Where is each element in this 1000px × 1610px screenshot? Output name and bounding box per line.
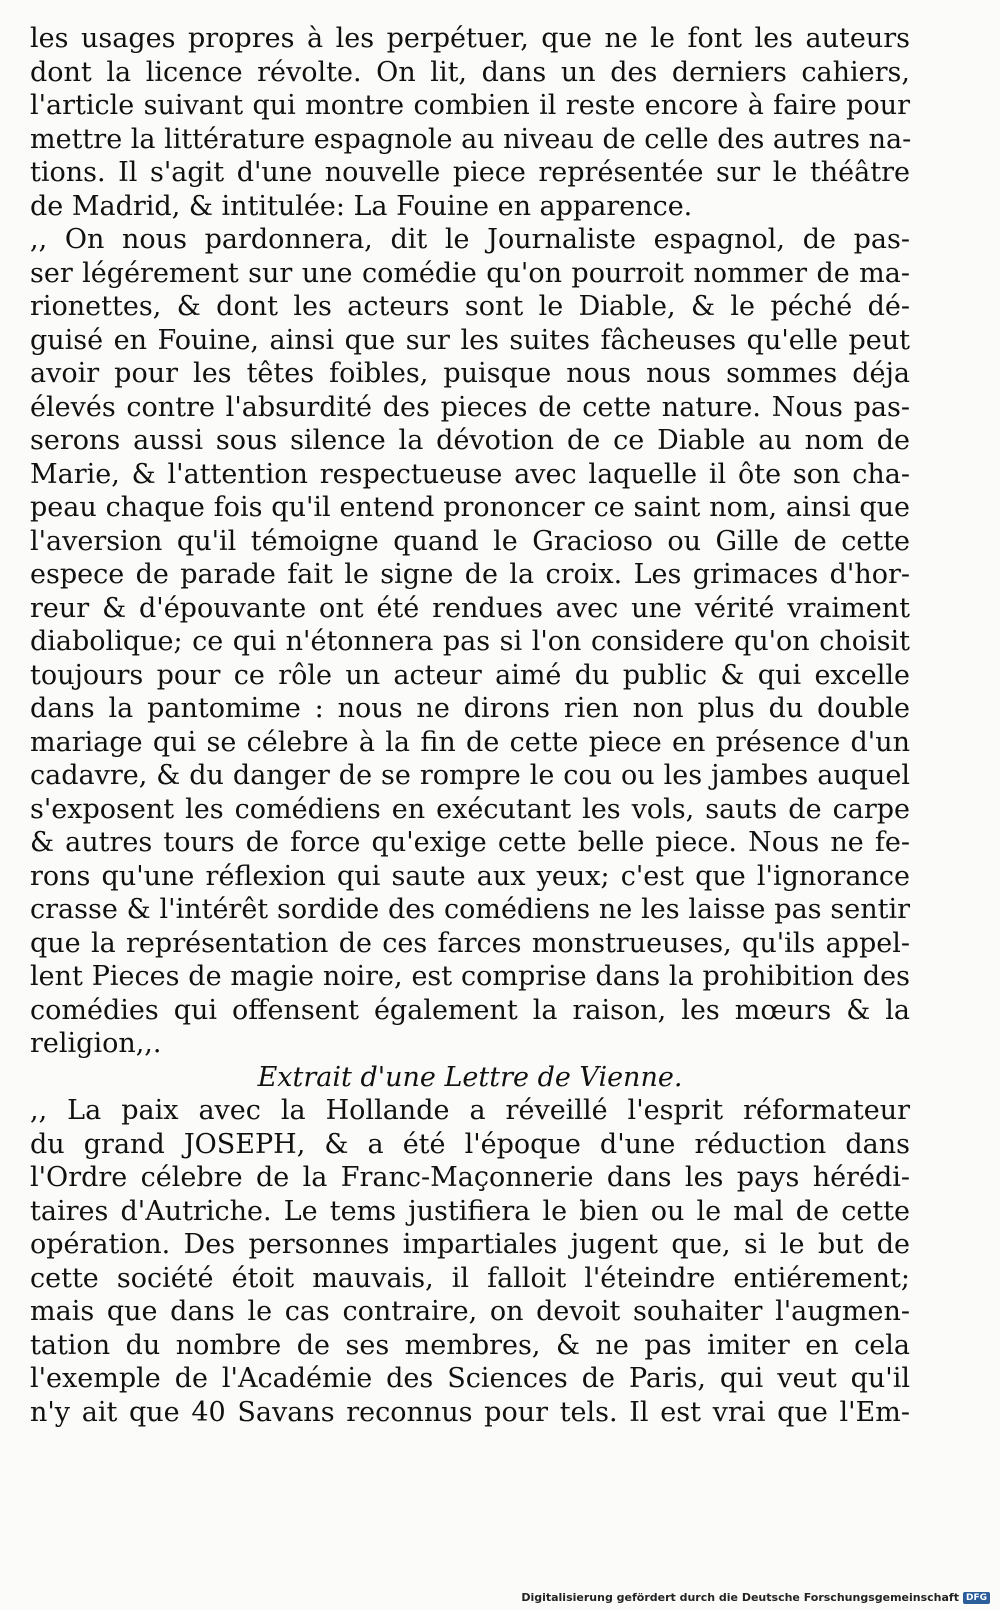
text-line: taires d'Autriche. Le tems justifiera le bien ou le mal de cette [30, 1195, 910, 1227]
body-text [30, 22, 910, 1429]
text-line: que la représentation de ces farces monstrueuses, qu'ils appel- [30, 927, 910, 959]
text-line: comédies qui offensent également la raison, les mœurs & la [30, 994, 910, 1026]
text-line: l'Ordre célebre de la Franc-Maçonnerie dans les pays hérédi- [30, 1162, 910, 1193]
text-line: reur & d'épouvante ont été rendues avec une vérité vraiment [30, 592, 910, 624]
text-line: avoir pour les têtes foibles, puisque nous nous sommes déja [30, 358, 910, 389]
text-line: Marie, & l'attention respectueuse avec laquelle il ôte son cha- [30, 458, 910, 490]
text-line: élevés contre l'absurdité des pieces de cette nature. Nous pas- [30, 391, 910, 423]
text-line: diabolique; ce qui n'étonnera pas si l'on considere qu'on choisit [30, 626, 910, 657]
text-line: l'article suivant qui montre combien il reste encore à faire pour [30, 90, 910, 121]
text-line: opération. Des personnes impartiales jugent que, si le but de [30, 1229, 910, 1260]
text-line: & autres tours de force qu'exige cette belle piece. Nous ne fe- [30, 827, 910, 858]
text-line: de Madrid, & intitulée: La Fouine en apparence. [30, 190, 693, 222]
section-heading: Extrait d'une Lettre de Vienne. [257, 1061, 683, 1093]
text-line: tions. Il s'agit d'une nouvelle piece représentée sur le théâtre [30, 157, 910, 188]
text-line: dont la licence révolte. On lit, dans un des derniers cahiers, [30, 56, 910, 88]
digitization-credit [521, 1591, 990, 1604]
text-line: les usages propres à les perpétuer, que ne le font les auteurs [30, 23, 910, 54]
text-line: mettre la littérature espagnole au niveau de celle des autres na- [30, 123, 912, 155]
credit-text: Digitalisierung gefördert durch die Deutsche Forschungsgemeinschaft [521, 1591, 959, 1604]
text-line: s'exposent les comédiens en exécutant les vols, sauts de carpe [30, 793, 910, 825]
text-line: du grand JOSEPH, & a été l'époque d'une réduction dans [30, 1128, 910, 1160]
text-line: espece de parade fait le signe de la croix. Les grimaces d'hor- [30, 559, 910, 590]
text-line: religion,,. [30, 1028, 162, 1059]
dfg-logo: DFG [963, 1592, 990, 1604]
text-line: peau chaque fois qu'il entend prononcer ce saint nom, ainsi que [30, 492, 910, 523]
text-line: l'exemple de l'Académie des Sciences de Paris, qui veut qu'il [30, 1363, 910, 1394]
text-line: cette société étoit mauvais, il falloit l'éteindre entiérement; [30, 1262, 910, 1294]
text-line: crasse & l'intérêt sordide des comédiens ne les laisse pas sentir [30, 894, 910, 925]
text-line: l'aversion qu'il témoigne quand le Gracioso ou Gille de cette [30, 525, 910, 557]
text-line: dans la pantomime : nous ne dirons rien non plus du double [30, 693, 910, 724]
text-line: cadavre, & du danger de se rompre le cou ou les jambes auquel [30, 760, 910, 791]
text-line: mais que dans le cas contraire, on devoit souhaiter l'augmen- [30, 1296, 910, 1327]
text-line: tation du nombre de ses membres, & ne pas imiter en cela [30, 1329, 910, 1361]
text-line: mariage qui se célebre à la fin de cette piece en présence d'un [30, 726, 910, 758]
text-line: rionettes, & dont les acteurs sont le Diable, & le péché dé- [30, 291, 910, 322]
text-line: toujours pour ce rôle un acteur aimé du public & qui excelle [30, 659, 910, 691]
text-line: guisé en Fouine, ainsi que sur les suites fâcheuses qu'elle peut [30, 324, 910, 356]
text-line: rons qu'une réflexion qui saute aux yeux; c'est que l'ignorance [30, 860, 910, 892]
text-line: lent Pieces de magie noire, est comprise dans la prohibition des [30, 961, 910, 992]
text-line: n'y ait que 40 Savans reconnus pour tels. Il est vrai que l'Em- [30, 1396, 910, 1428]
text-line: ,, La paix avec la Hollande a réveillé l'esprit réformateur [30, 1095, 910, 1126]
text-line: serons aussi sous silence la dévotion de ce Diable au nom de [30, 425, 910, 456]
text-line: ser légérement sur une comédie qu'on pourroit nommer de ma- [30, 257, 910, 289]
text-line: ,, On nous pardonnera, dit le Journaliste espagnol, de pas- [30, 224, 910, 255]
